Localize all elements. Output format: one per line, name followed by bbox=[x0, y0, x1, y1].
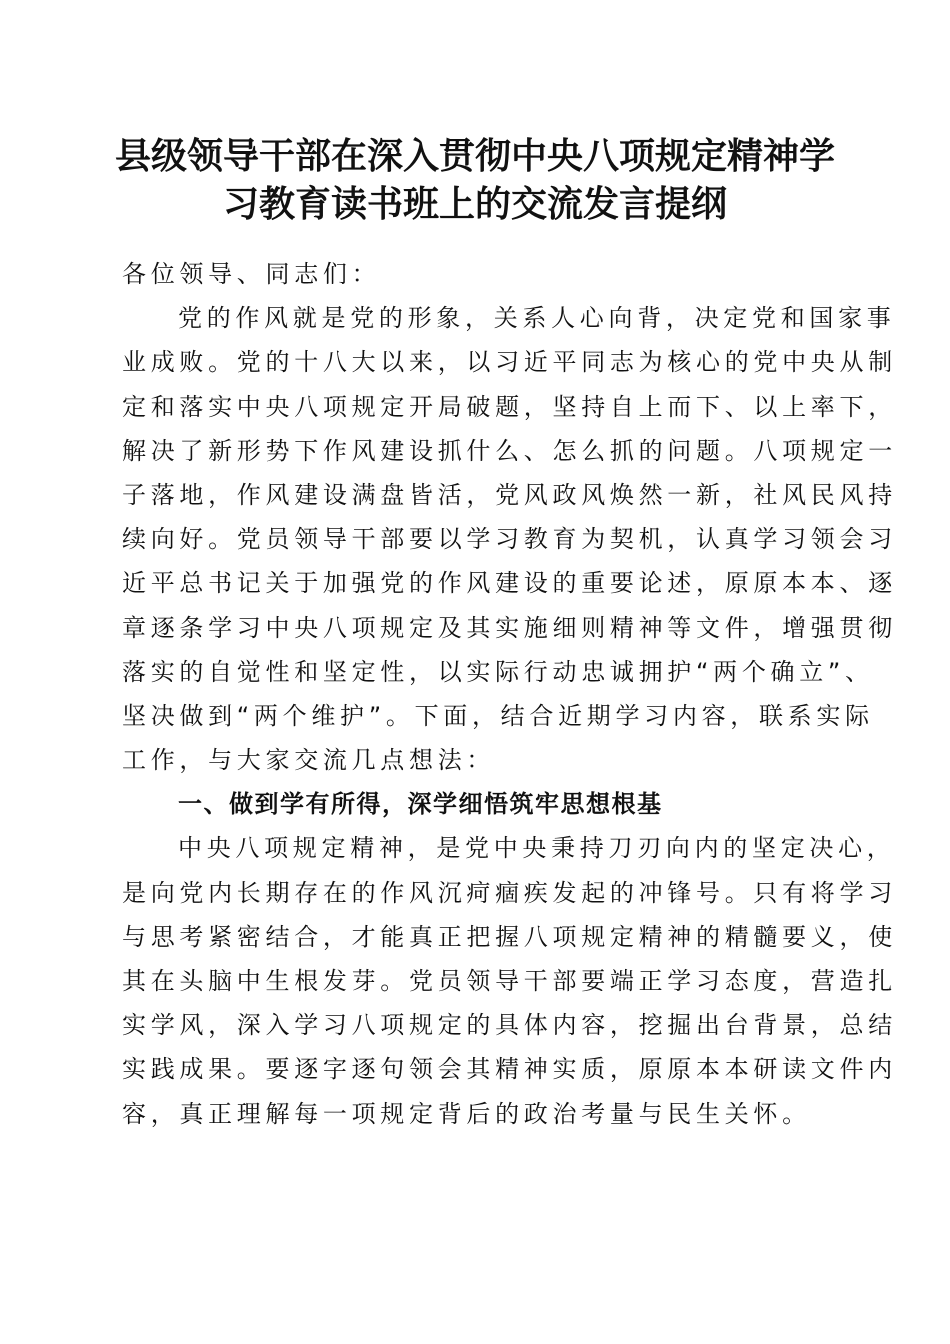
salutation: 各位领导、同志们： bbox=[122, 260, 381, 288]
paragraph-line: 工作，与大家交流几点想法： bbox=[122, 746, 496, 775]
paragraph-line: 实践成果。要逐字逐句领会其精神实质，原原本本研读文件内 bbox=[122, 1055, 897, 1084]
paragraph-line: 业成败。党的十八大以来，以习近平同志为核心的党中央从制 bbox=[122, 348, 897, 377]
paragraph-line: 与思考紧密结合，才能真正把握八项规定精神的精髓要义，使 bbox=[122, 922, 897, 951]
paragraph-line: 续向好。党员领导干部要以学习教育为契机，认真学习领会习 bbox=[122, 525, 897, 554]
paragraph-line: 实学风，深入学习八项规定的具体内容，挖掘出台背景，总结 bbox=[122, 1011, 897, 1040]
paragraph-line: 定和落实中央八项规定开局破题，坚持自上而下、以上率下， bbox=[122, 392, 897, 421]
paragraph-line: 解决了新形势下作风建设抓什么、怎么抓的问题。八项规定一 bbox=[122, 436, 897, 465]
paragraph-section1 bbox=[122, 826, 897, 1135]
paragraph-line: 容，真正理解每一项规定背后的政治考量与民生关怀。 bbox=[122, 1099, 811, 1128]
document-body bbox=[122, 252, 897, 1136]
paragraph-intro bbox=[122, 296, 897, 782]
section-heading: 一、做到学有所得，深学细悟筑牢思想根基 bbox=[178, 790, 663, 819]
paragraph-line: 是向党内长期存在的作风沉疴痼疾发起的冲锋号。只有将学习 bbox=[122, 878, 897, 907]
paragraph-line: 其在头脑中生根发芽。党员领导干部要端正学习态度，营造扎 bbox=[122, 967, 897, 995]
title-line: 习教育读书班上的交流发言提纲 bbox=[222, 183, 727, 225]
paragraph-line: 近平总书记关于加强党的作风建设的重要论述，原原本本、逐 bbox=[122, 569, 897, 598]
title-line: 县级领导干部在深入贯彻中央八项规定精神学 bbox=[114, 135, 835, 177]
paragraph-line: 章逐条学习中央八项规定及其实施细则精神等文件，增强贯彻 bbox=[122, 613, 897, 642]
paragraph-line: 坚决做到“两个维护”。下面，结合近期学习内容，联系实际 bbox=[122, 701, 874, 730]
paragraph-line: 中央八项规定精神，是党中央秉持刀刃向内的坚定决心， bbox=[178, 834, 896, 863]
paragraph-line: 子落地，作风建设满盘皆活，党风政风焕然一新，社风民风持 bbox=[122, 480, 897, 509]
paragraph-line: 党的作风就是党的形象，关系人心向背，决定党和国家事 bbox=[178, 304, 896, 333]
document-title bbox=[100, 132, 850, 228]
paragraph-line: 落实的自觉性和坚定性，以实际行动忠诚拥护“两个确立”、 bbox=[122, 657, 874, 686]
